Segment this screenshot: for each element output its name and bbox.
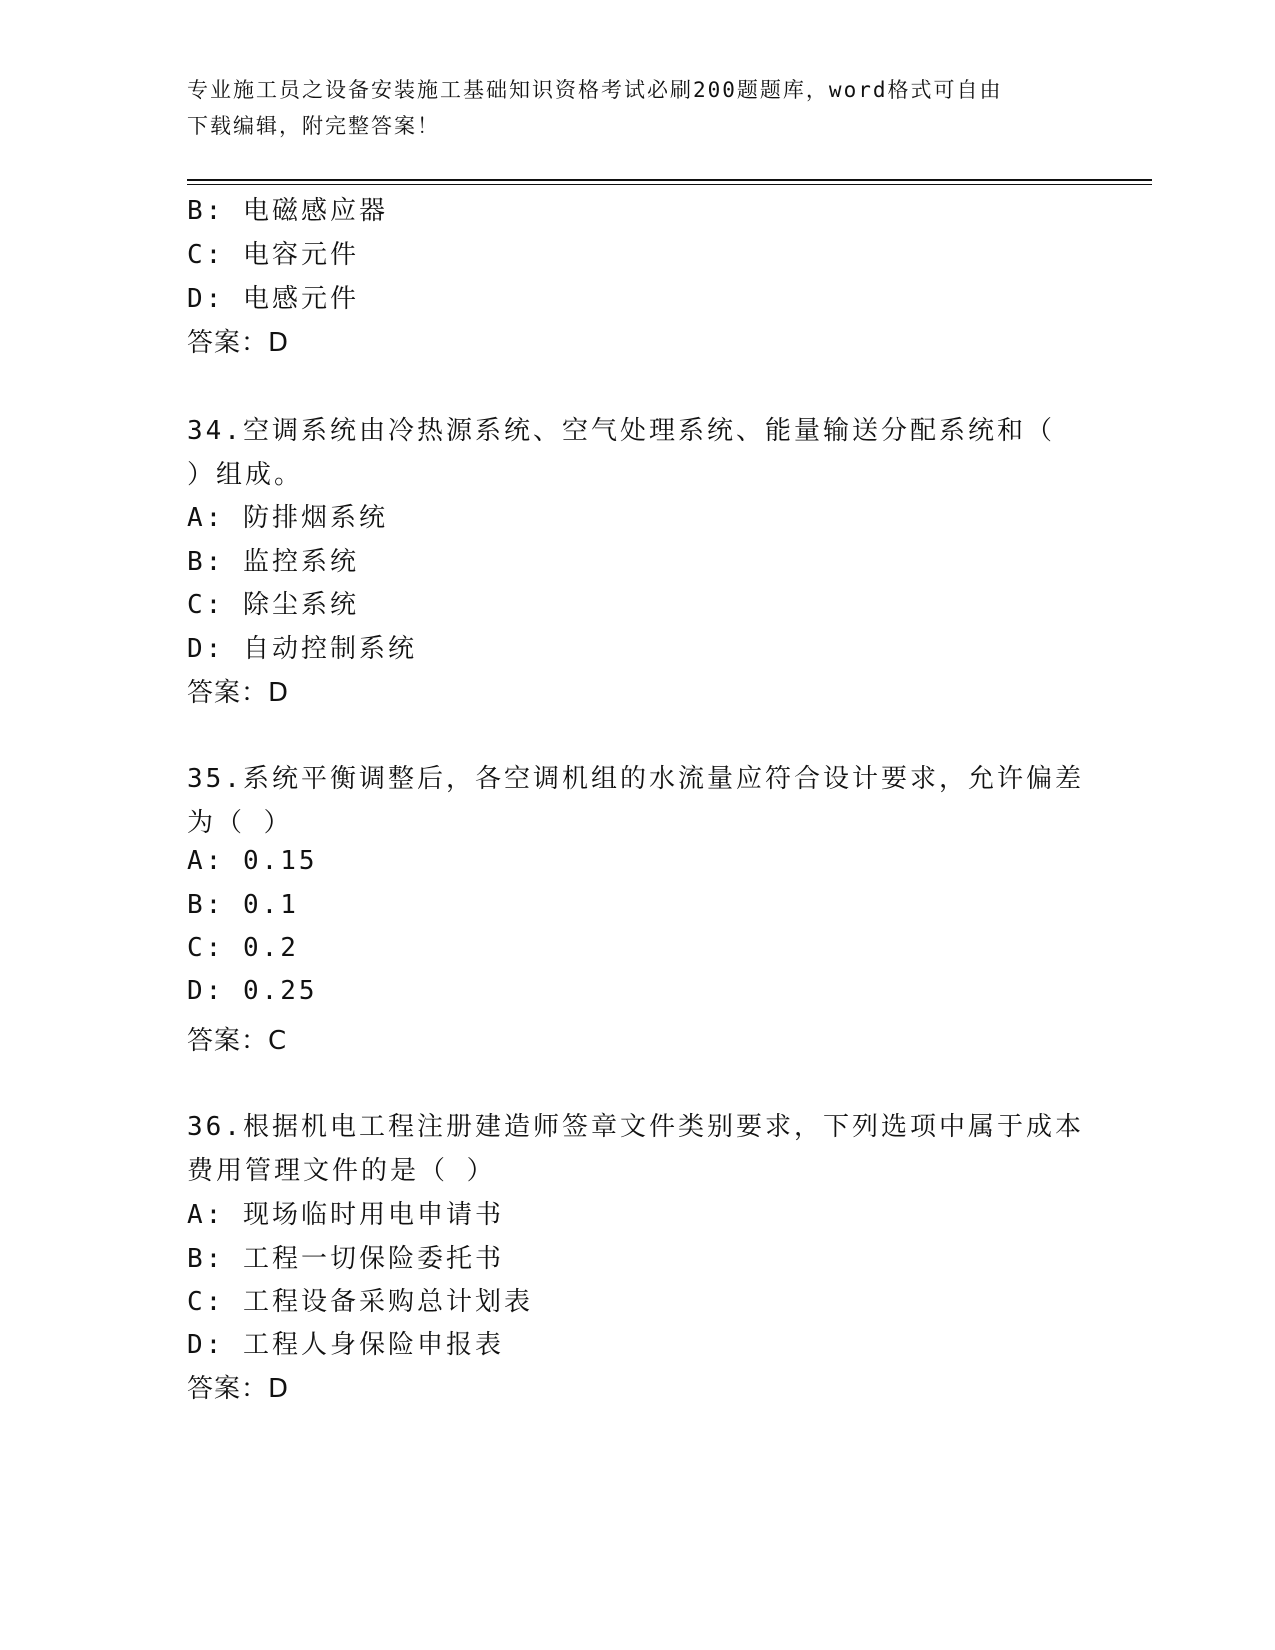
q36-answer: 答案：D — [187, 1374, 290, 1404]
q33-answer: 答案：D — [187, 328, 290, 358]
q36-stem-line-1: 36.根据机电工程注册建造师签章文件类别要求，下列选项中属于成本 — [187, 1112, 1084, 1142]
q35-option-a: A: 0.15 — [187, 846, 318, 876]
q34-option-c: C: 除尘系统 — [187, 590, 359, 620]
header-title-line-1: 专业施工员之设备安装施工基础知识资格考试必刷200题题库，word格式可自由 — [187, 78, 1003, 102]
q35-option-b: B: 0.1 — [187, 890, 299, 920]
q34-answer: 答案：D — [187, 678, 290, 708]
q36-option-b: B: 工程一切保险委托书 — [187, 1244, 504, 1274]
q35-option-d: D: 0.25 — [187, 976, 318, 1006]
header-title-line-2: 下载编辑，附完整答案！ — [187, 114, 440, 138]
q34-option-b: B: 监控系统 — [187, 547, 359, 577]
q35-stem-line-1: 35.系统平衡调整后，各空调机组的水流量应符合设计要求，允许偏差 — [187, 764, 1084, 794]
q34-option-a: A: 防排烟系统 — [187, 503, 388, 533]
q34-option-d: D: 自动控制系统 — [187, 634, 417, 664]
q36-option-a: A: 现场临时用电申请书 — [187, 1200, 504, 1230]
document-header — [187, 72, 1087, 144]
header-divider-thin — [187, 184, 1152, 185]
q35-option-c: C: 0.2 — [187, 933, 299, 963]
q35-answer: 答案：C — [187, 1026, 288, 1056]
q34-stem-line-2: ）组成。 — [187, 460, 304, 490]
q36-option-d: D: 工程人身保险申报表 — [187, 1330, 504, 1360]
q33-option-c: C: 电容元件 — [187, 240, 359, 270]
q34-stem-line-1: 34.空调系统由冷热源系统、空气处理系统、能量输送分配系统和（ — [187, 416, 1055, 446]
q36-option-c: C: 工程设备采购总计划表 — [187, 1287, 533, 1317]
q35-stem-line-2: 为（ ） — [187, 808, 293, 838]
header-divider-thick — [187, 179, 1152, 181]
q36-stem-line-2: 费用管理文件的是（ ） — [187, 1156, 496, 1186]
q33-option-d: D: 电感元件 — [187, 284, 359, 314]
q33-option-b: B: 电磁感应器 — [187, 196, 388, 226]
